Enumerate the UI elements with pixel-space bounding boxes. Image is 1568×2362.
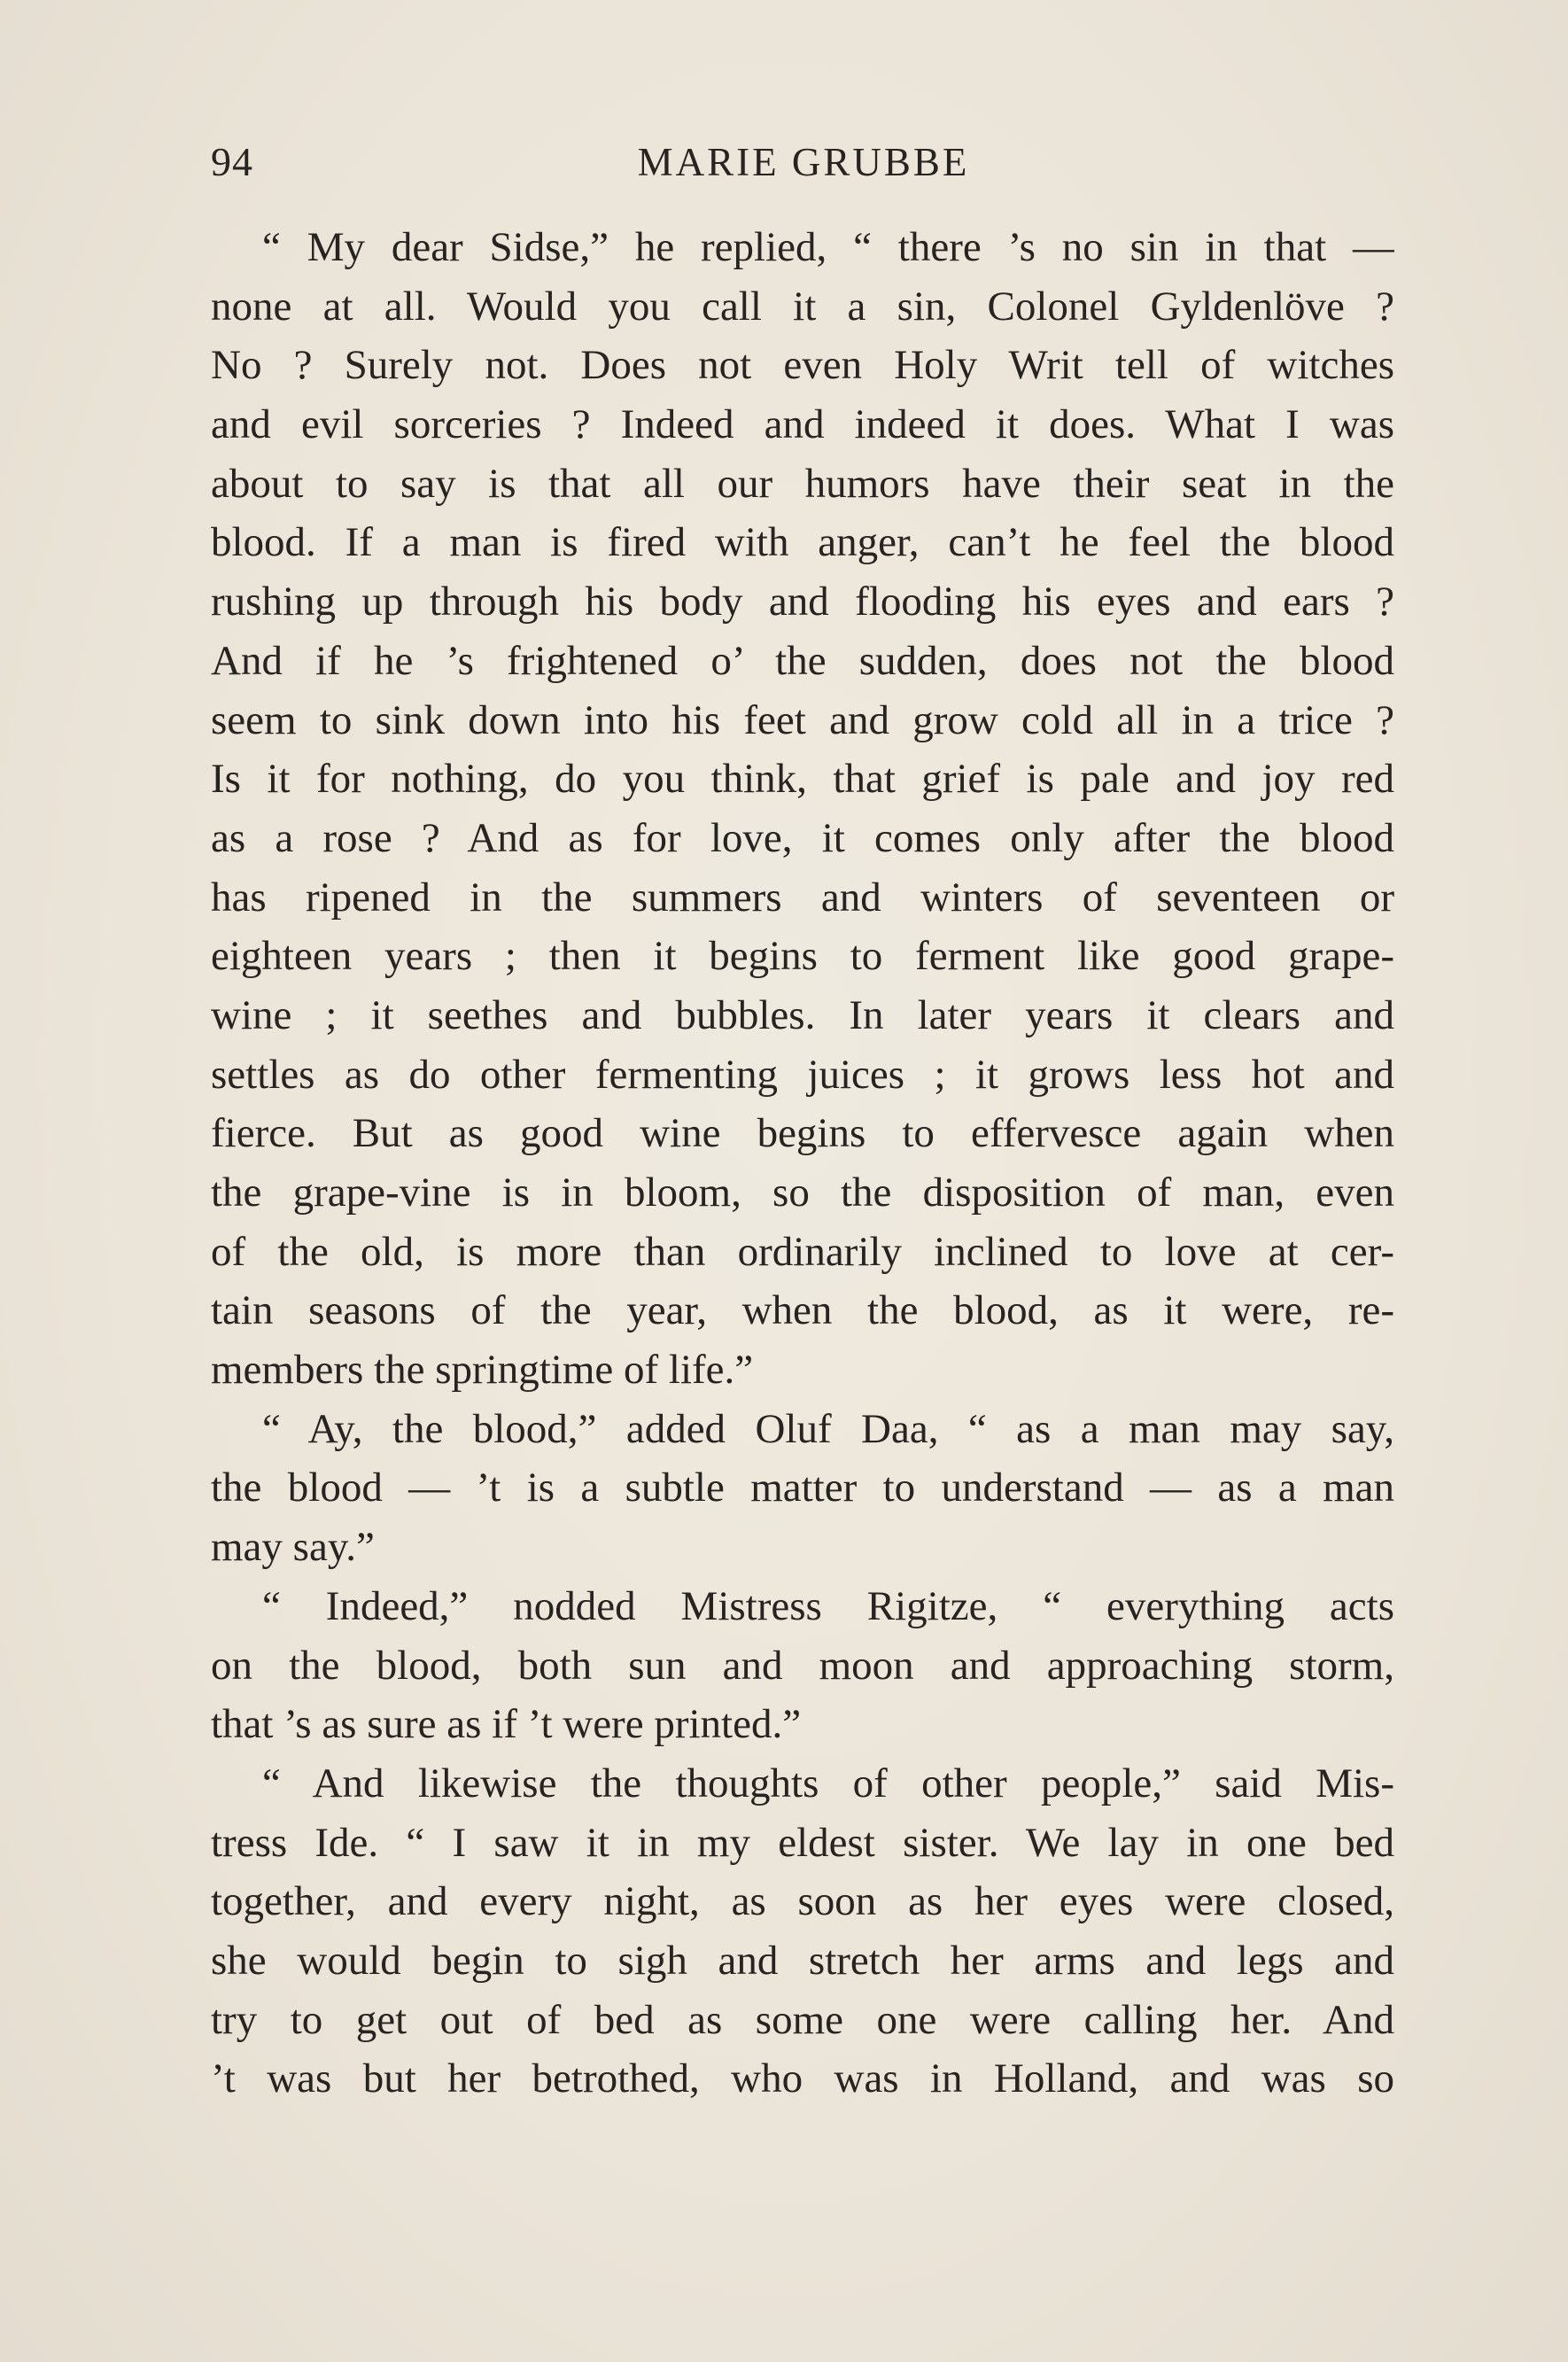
text-line: of the old, is more than ordinarily inclined to love at cer- [211,1228,1394,1275]
text-line: rushing up through his body and flooding his eyes and ears ? [211,579,1394,625]
running-head [211,131,1396,193]
text-line: none at all. Would you call it a sin, Colonel Gyldenlöve ? [211,283,1394,330]
text-line: eighteen years ; then it begins to ferment like good grape- [211,933,1394,980]
text-line: “ Indeed,” nodded Mistress Rigitze, “ everything acts [262,1582,1394,1629]
text-line: “ Ay, the blood,” added Oluf Daa, “ as a man may say, [262,1405,1394,1452]
text-line: she would begin to sigh and stretch her arms and legs and [211,1937,1394,1984]
page-number: 94 [211,139,253,184]
text-line: ’t was but her betrothed, who was in Holland, and was so [211,2055,1394,2102]
text-line: members the springtime of life.” [211,1347,754,1394]
text-line: Is it for nothing, do you think, that grief is pale and joy red [211,756,1394,803]
text-line: tress Ide. “ I saw it in my eldest sister. We lay in one bed [211,1819,1394,1866]
text-line: has ripened in the summers and winters of seventeen or [211,874,1394,921]
text-line: about to say is that all our humors have their seat in the [211,460,1394,507]
text-line: as a rose ? And as for love, it comes only after the blood [211,814,1394,861]
text-line: wine ; it seethes and bubbles. In later years it clears and [211,991,1394,1038]
text-line: tain seasons of the year, when the blood, as it were, re- [211,1287,1394,1334]
text-line: “ My dear Sidse,” he replied, “ there ’s no sin in that — [262,224,1394,270]
text-line: blood. If a man is fired with anger, can’t he feel the blood [211,519,1394,566]
text-line: that ’s as sure as if ’t were printed.” [211,1701,802,1748]
text-line: on the blood, both sun and moon and approaching storm, [211,1642,1394,1689]
text-line: fierce. But as good wine begins to effervesce again when [211,1110,1394,1157]
text-line: try to get out of bed as some one were calling her. And [211,1996,1394,2043]
text-line: together, and every night, as soon as her eyes were closed, [211,1878,1394,1925]
text-line: And if he ’s frightened o’ the sudden, does not the blood [211,637,1394,684]
text-line: seem to sink down into his feet and grow cold all in a trice ? [211,696,1394,743]
body-text [211,218,1394,2109]
running-title: MARIE GRUBBE [637,140,970,184]
text-line: the grape-vine is in bloom, so the disposition of man, even [211,1169,1394,1216]
text-line: No ? Surely not. Does not even Holy Writ tell of witches [211,342,1394,389]
text-line: may say.” [211,1524,375,1571]
text-line: “ And likewise the thoughts of other people,” said Mis- [262,1760,1394,1806]
text-line: and evil sorceries ? Indeed and indeed it does. What I was [211,401,1394,448]
text-line: the blood — ’t is a subtle matter to understand — as a man [211,1465,1394,1511]
text-line: settles as do other fermenting juices ; it grows less hot and [211,1051,1394,1098]
